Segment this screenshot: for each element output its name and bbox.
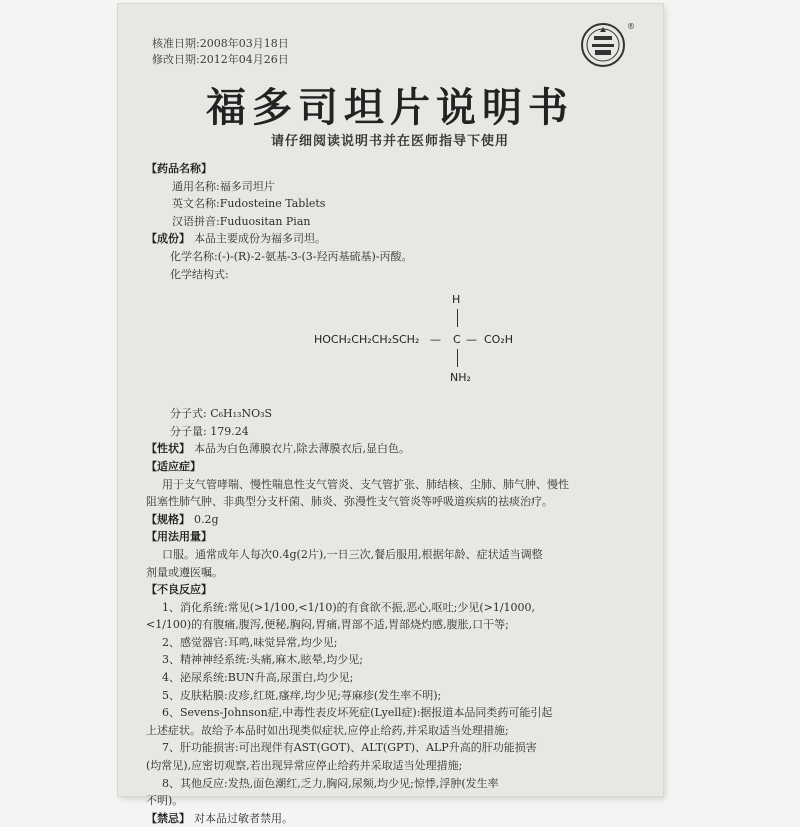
generic-name: 通用名称:福多司坦片: [172, 179, 275, 193]
chemical-structure: [146, 287, 646, 405]
chemical-name: 化学名称:(-)-(R)-2-氨基-3-(3-羟丙基硫基)-丙酸。: [170, 249, 413, 263]
structure-bottom-bond: [457, 349, 458, 367]
composition-header: 【成份】: [146, 232, 190, 246]
molecular-formula: 分子式: C₆H₁₃NO₃S: [170, 407, 273, 421]
approval-date: 核准日期:2008年03月18日: [152, 37, 289, 50]
adverse-line: 3、精神神经系统:头痛,麻木,眩晕,均少见;: [162, 653, 363, 667]
specification-text: 0.2g: [194, 512, 219, 526]
adverse-line: 4、泌尿系统:BUN升高,尿蛋白,均少见;: [162, 671, 354, 685]
indications-header: 【适应症】: [146, 459, 201, 473]
approval-dates: [152, 36, 289, 68]
adverse-line: 8、其他反应:发热,面色潮红,乏力,胸闷,尿频,均少见;惊悸,浮肿(发生率: [162, 776, 499, 790]
adverse-line: 5、皮肤粘膜:皮疹,红斑,瘙痒,均少见;荨麻疹(发生率不明);: [162, 688, 442, 702]
contraindications-text: 对本品过敏者禁用。: [194, 811, 293, 825]
adverse-header: 【不良反应】: [146, 583, 212, 597]
adverse-line: 不明)。: [146, 794, 184, 808]
specification-header: 【规格】: [146, 512, 190, 526]
adverse-line: (均常见),应密切观察,若出现异常应停止给药并采取适当处理措施;: [146, 759, 463, 773]
english-name: 英文名称:Fudosteine Tablets: [172, 197, 326, 211]
dosage-header: 【用法用量】: [146, 530, 212, 544]
contraindications-section: [146, 810, 646, 827]
revision-date: 修改日期:2012年04月26日: [152, 53, 289, 66]
molecular-weight: 分子量: 179.24: [170, 424, 249, 438]
specification-section: [146, 511, 646, 529]
properties-header: 【性状】: [146, 442, 190, 456]
registered-mark: ®: [627, 22, 635, 31]
adverse-line: 1、消化系统:常见(>1/100,<1/10)的有食欲不振,恶心,呕吐;少见(>1/1000,: [162, 600, 536, 614]
adverse-line: 2、感觉器官:耳鸣,味觉异常,均少见;: [162, 635, 338, 649]
properties-section: [146, 440, 646, 458]
properties-text: 本品为白色薄膜衣片,除去薄膜衣后,显白色。: [194, 442, 410, 456]
adverse-line: 上述症状。故给予本品时如出现类似症状,应停止给药,并采取适当处理措施;: [146, 723, 509, 737]
dosage-line: 口服。通常成年人每次0.4g(2片),一日三次,餐后服用,根据年龄、症状适当调整: [162, 547, 543, 561]
composition-section: [146, 230, 646, 248]
pinyin-name: 汉语拼音:Fuduositan Pian: [172, 214, 311, 228]
structure-chain: HOCH₂CH₂CH₂SCH₂: [314, 333, 420, 347]
dosage-line: 剂量或遵医嘱。: [146, 565, 223, 579]
leaflet-content: [146, 160, 646, 827]
adverse-line: <1/100)的有腹痛,腹泻,便秘,胸闷,胃痛,胃部不适,胃部烧灼感,腹胀,口干等;: [146, 618, 509, 632]
structure-acid-group: CO₂H: [484, 333, 514, 347]
contraindications-header: 【禁忌】: [146, 811, 190, 825]
structure-center-atom: C: [453, 333, 461, 347]
composition-text: 本品主要成份为福多司坦。: [194, 232, 326, 246]
structure-top-bond: [457, 309, 458, 327]
indications-line: 用于支气管哮喘、慢性喘息性支气管炎、支气管扩张、肺结核、尘肺、肺气肿、慢性: [162, 477, 569, 491]
indications-line: 阻塞性肺气肿、非典型分支杆菌、肺炎、弥漫性支气管炎等呼吸道疾病的祛痰治疗。: [146, 495, 553, 509]
structure-right-bond: —: [466, 333, 477, 347]
company-seal-icon: [580, 22, 626, 68]
drug-name-header: 【药品名称】: [146, 162, 212, 175]
structure-bottom-group: NH₂: [450, 371, 471, 385]
structure-left-bond: —: [430, 333, 441, 347]
page-subtitle: 请仔细阅读说明书并在医师指导下使用: [270, 134, 509, 149]
page-title: 福多司坦片说明书: [206, 85, 574, 131]
adverse-line: 7、肝功能损害:可出现伴有AST(GOT)、ALT(GPT)、ALP升高的肝功能损害: [162, 741, 537, 755]
structure-label: 化学结构式:: [170, 267, 229, 281]
structure-top-atom: H: [452, 293, 461, 307]
adverse-line: 6、Sevens-Johnson症,中毒性表皮坏死症(Lyell症):据报道本品同类药可能引起: [162, 706, 553, 720]
